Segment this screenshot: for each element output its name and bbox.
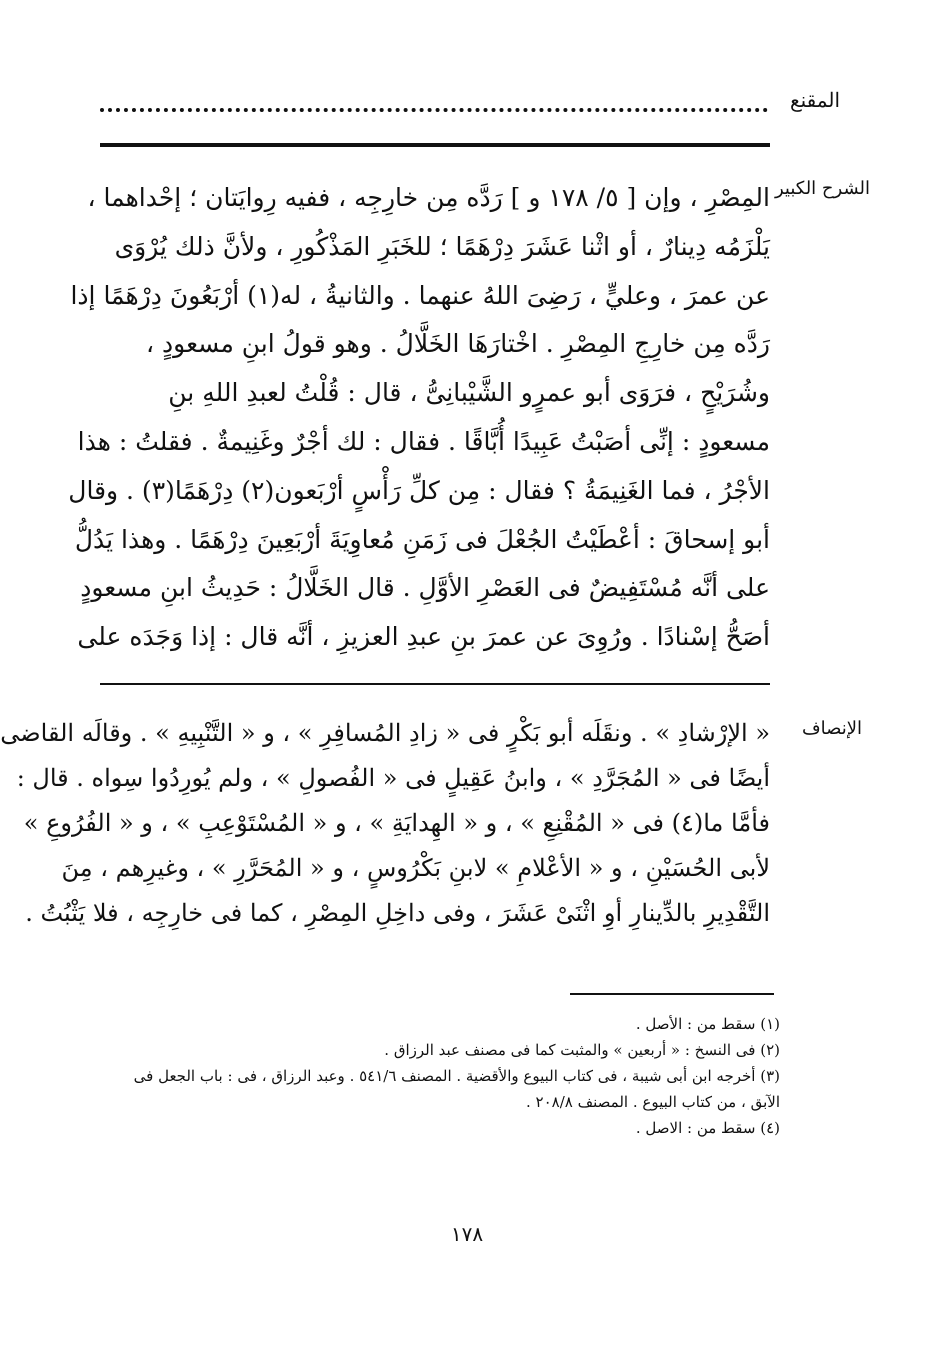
- main-text-line: عن عمرَ ، وعليٍّ ، رَضِىَ اللهُ عنهما . والثانيةُ ، له(١) أرْبَعُونَ دِرْهَمًا إذا: [70, 280, 770, 310]
- footnote: (١) سقط من : الأصل .: [635, 1015, 780, 1033]
- main-text-line: المِصْرِ ، وإن [ ٥/ ١٧٨ و ] رَدَّه مِن خارِجِه ، ففيه رِوايَتان ؛ إحْداهما ،: [87, 183, 770, 212]
- header-dotted-rule: [100, 108, 768, 112]
- main-text-line: رَدَّه مِن خارِجِ المِصْرِ . اخْتارَهَا الخَلَّالُ . وهو قولُ ابنِ مسعودٍ ،: [146, 329, 770, 359]
- page-number: ١٧٨: [450, 1222, 484, 1246]
- footnote: الآبق ، من كتاب البيوع . المصنف ٢٠٨/٨ .: [526, 1093, 780, 1111]
- insaf-text-block: [0, 711, 770, 936]
- side-label-insaf: الإنصاف: [801, 718, 862, 739]
- main-text-line: يَلْزَمُه دِينارٌ ، أو اثْنا عَشَرَ دِرْهَمًا ؛ للخَبَرِ المَذْكُورِ ، ولأنَّ ذلك يُرْوَى: [114, 231, 770, 261]
- footnote: (٣) أخرجه ابن أبى شيبة ، فى كتاب البيوع والأقضية . المصنف ٥٤١/٦ . وعبد الرزاق ، فى : باب الجعل فى: [133, 1067, 780, 1085]
- main-text-block: [68, 174, 770, 662]
- footnotes: [100, 1011, 780, 1141]
- footnote-separator: [570, 993, 774, 995]
- main-text-line: على أنَّه مُسْتَفِيضٌ فى العَصْرِ الأوَّلِ . قال الخَلَّالُ : حَدِيثُ ابنِ مسعودٍ: [80, 573, 770, 603]
- side-label-sharh: الشرح الكبير: [774, 178, 870, 199]
- running-header-title: المقنع: [789, 88, 840, 112]
- insaf-text-line: أيضًا فى « المُجَرَّدِ » ، وابنُ عَقِيلٍ فى « الفُصولِ » ، ولم يُورِدُوا سِواه . قال :: [16, 764, 770, 792]
- insaf-text-line: « الإرْشادِ » . ونقَلَه أبو بَكْرٍ فى « زادِ المُسافِرِ » ، و « التَّنْبِيهِ » . وقالَه القاضى: [0, 719, 770, 747]
- insaf-text-line: لأبى الحُسَيْنِ ، و « الأعْلامِ » لابنِ بَكْرُوسٍ ، و « المُحَرَّرِ » ، وغيرِهم ، مِنَ: [61, 854, 770, 882]
- main-text-line: مسعودٍ : إنِّى أصَبْتُ عَبِيدًا أُبَّاقًا . فقال : لك أجْرٌ وغَنِيمةٌ . فقلتُ : هذا: [77, 426, 770, 456]
- header-thick-rule: [100, 143, 770, 147]
- footnote: (٢) فى النسخ : « أربعين » والمثبت كما فى مصنف عبد الرزاق .: [384, 1041, 780, 1059]
- insaf-text-line: فأمَّا ما(٤) فى « المُقْنِعِ » ، و « الهِدايَةِ » ، و « المُسْتَوْعِبِ » ، و « الفُرُوعِ »: [23, 809, 770, 837]
- main-text-line: أصَحُّ إسْنادًا . ورُوِىَ عن عمرَ بنِ عبدِ العزيزِ ، أنَّه قال : إذا وَجَدَه على: [77, 622, 770, 652]
- footnote: (٤) سقط من : الاصل .: [635, 1119, 780, 1137]
- section-divider: [100, 683, 770, 685]
- main-text-line: أبو إسحاقَ : أعْطَيْتُ الجُعْلَ فى زَمَنِ مُعاوِيَةَ أرْبَعِينَ دِرْهَمًا . وهذا يَدُلُّ: [74, 524, 770, 554]
- main-text-line: وشُرَيْحٍ ، فرَوَى أبو عمرٍو الشَّيْبانِىُّ ، قال : قُلْتُ لعبدِ اللهِ بنِ: [168, 378, 770, 408]
- insaf-text-line: التَّقْدِيرِ بالدِّينارِ أوِ اثْنَىْ عَشَرَ ، وفى داخِلِ المِصْرِ ، كما فى خارِجِه ، فلا يَثْبُتُ .: [25, 899, 770, 927]
- main-text-line: الأجْرُ ، فما الغَنِيمَةُ ؟ فقال : مِن كلِّ رَأْسٍ أرْبَعون(٢) دِرْهَمًا(٣) . وقال: [68, 475, 770, 505]
